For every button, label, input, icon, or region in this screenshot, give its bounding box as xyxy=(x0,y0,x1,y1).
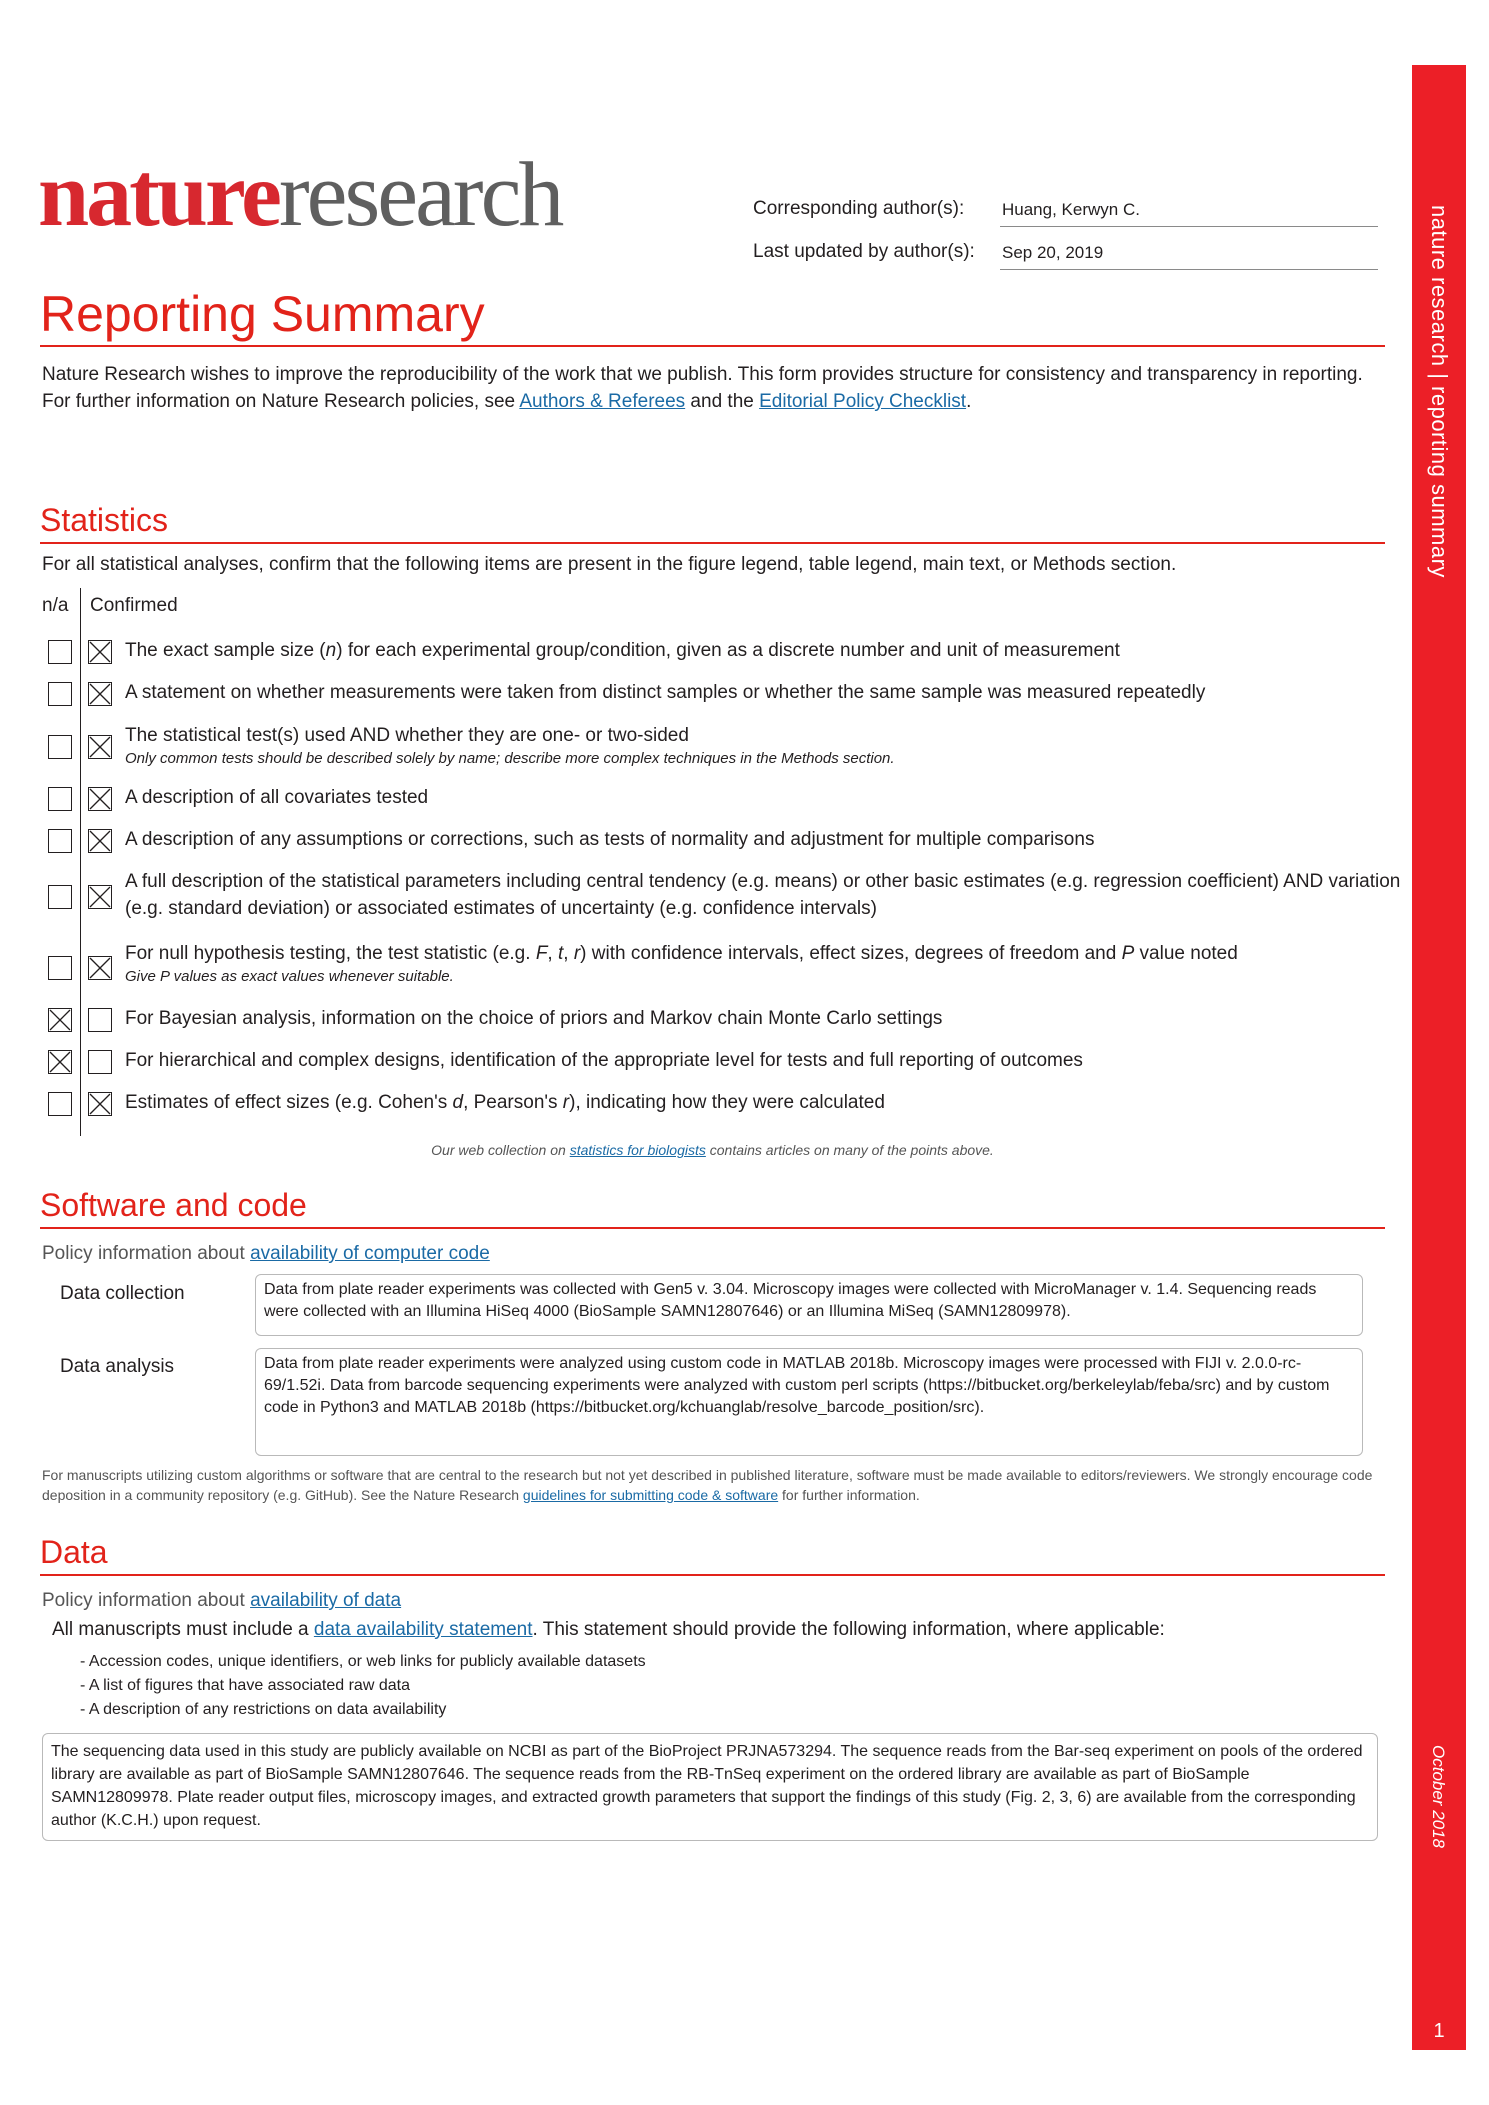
intro-text-3: . xyxy=(966,391,972,412)
checklist-row xyxy=(40,1089,1385,1119)
intro-text-2: and the xyxy=(685,391,760,412)
item-symbol: F xyxy=(535,943,548,964)
item-text: The statistical test(s) used AND whether they are one- or two-sided xyxy=(125,725,689,746)
software-heading: Software and code xyxy=(40,1187,307,1223)
item-symbol: r xyxy=(562,1092,570,1113)
nature-research-logo xyxy=(38,143,562,245)
list-item: - Accession codes, unique identifiers, or web links for publicly available datasets xyxy=(80,1653,646,1670)
statistics-instruction: For all statistical analyses, confirm that the following items are present in the figure legend, table legend, main text, or Methods section. xyxy=(42,554,1177,575)
logo-nature: nature xyxy=(38,143,279,245)
data-policy-text: Policy information about xyxy=(42,1590,251,1611)
item-text: , xyxy=(563,943,574,964)
confirmed-checkbox[interactable] xyxy=(88,640,112,664)
item-text: ), indicating how they were calculated xyxy=(569,1092,885,1113)
statistics-note-text-2: contains articles on many of the points above. xyxy=(705,1142,994,1158)
item-text: A description of all covariates tested xyxy=(125,787,429,808)
checklist-item-text xyxy=(125,637,1405,664)
data-availability-statement-link[interactable]: data availability statement xyxy=(313,1619,533,1640)
checklist-row xyxy=(40,1047,1385,1077)
last-updated-label: Last updated by author(s): xyxy=(753,241,975,262)
item-text: For null hypothesis testing, the test statistic (e.g. xyxy=(125,943,536,964)
item-text: value noted xyxy=(1134,943,1238,964)
corresponding-author-field[interactable]: Huang, Kerwyn C. xyxy=(1000,200,1378,227)
na-checkbox[interactable] xyxy=(48,640,72,664)
data-intro-text-2: . This statement should provide the following information, where applicable: xyxy=(532,1619,1165,1640)
code-guidelines-link[interactable]: guidelines for submitting code & software xyxy=(522,1487,779,1503)
statistics-heading: Statistics xyxy=(40,502,169,538)
statistics-checklist xyxy=(40,592,1401,1137)
confirmed-checkbox[interactable] xyxy=(88,829,112,853)
checklist-item-text xyxy=(125,679,1405,706)
confirmed-checkbox[interactable] xyxy=(88,787,112,811)
item-subnote: Only common tests should be described solely by name; describe more complex techniques in the Methods section. xyxy=(125,750,895,767)
item-symbol: n xyxy=(325,640,337,661)
na-checkbox[interactable] xyxy=(48,829,72,853)
item-text: A description of any assumptions or corrections, such as tests of normality and adjustment for multiple comparisons xyxy=(125,829,1095,850)
page-title: Reporting Summary xyxy=(40,286,485,342)
confirmed-checkbox[interactable] xyxy=(88,1008,112,1032)
na-checkbox[interactable] xyxy=(48,1050,72,1074)
item-text: For Bayesian analysis, information on the choice of priors and Markov chain Monte Carlo settings xyxy=(125,1008,943,1029)
page-number: 1 xyxy=(1433,2020,1445,2042)
software-policy xyxy=(42,1243,490,1265)
checklist-item-text xyxy=(125,826,1405,853)
title-rule xyxy=(40,345,1385,347)
checklist-row xyxy=(40,679,1385,709)
data-collection-field[interactable]: Data from plate reader experiments was collected with Gen5 v. 3.04. Microscopy images were collected with MicroManager v. 1.4. Sequencing reads were collected with an Illumina HiSeq 4000 (BioSample SAMN12807646) or an Illumina MiSeq (SAMN12809978). xyxy=(255,1274,1363,1336)
data-analysis-field[interactable]: Data from plate reader experiments were analyzed using custom code in MATLAB 2018b. Microscopy images were processed with FIJI v. 2.0.0-rc-69/1.52i. Data from barcode sequencing experiments were analyzed with custom perl scripts (https://bitbucket.org/berkeleylab/feba/src) and by custom code in Python3 and MATLAB 2018b (https://bitbucket.org/kchuanglab/resolve_barcode_position/src). xyxy=(255,1348,1363,1456)
checklist-item-text xyxy=(125,784,1405,811)
side-banner xyxy=(1412,65,1466,2050)
list-item: - A list of figures that have associated raw data xyxy=(80,1677,410,1694)
na-checkbox[interactable] xyxy=(48,885,72,909)
data-policy xyxy=(42,1590,401,1612)
checklist-item-text xyxy=(125,940,1405,987)
data-bullet-list xyxy=(80,1650,646,1722)
data-intro-text: All manuscripts must include a xyxy=(52,1619,314,1640)
logo-research: research xyxy=(278,143,562,245)
authors-referees-link[interactable]: Authors & Referees xyxy=(519,391,686,412)
checklist-item-text xyxy=(125,722,1405,769)
item-text: , Pearson's xyxy=(463,1092,563,1113)
statistics-note xyxy=(40,1142,1385,1158)
checklist-row xyxy=(40,940,1385,995)
data-analysis-label: Data analysis xyxy=(60,1356,175,1377)
na-checkbox[interactable] xyxy=(48,682,72,706)
item-text: ) with confidence intervals, effect sizes, degrees of freedom and xyxy=(580,943,1122,964)
confirmed-checkbox[interactable] xyxy=(88,1050,112,1074)
corresponding-author-row xyxy=(753,198,1378,232)
intro-text: Nature Research wishes to improve the reproducibility of the work that we publish. This form provides structure for consistency and transparency in reporting. For further information on Nature Research policies, see xyxy=(42,364,1363,412)
software-note-text-2: for further information. xyxy=(778,1487,920,1503)
checklist-row xyxy=(40,868,1401,926)
confirmed-checkbox[interactable] xyxy=(88,735,112,759)
data-collection-label: Data collection xyxy=(60,1283,185,1304)
na-checkbox[interactable] xyxy=(48,1008,72,1032)
statistics-for-biologists-link[interactable]: statistics for biologists xyxy=(569,1142,706,1158)
checklist-row xyxy=(40,826,1385,856)
item-symbol: t xyxy=(557,943,564,964)
checklist-item-text xyxy=(125,1005,1405,1032)
item-text: A full description of the statistical parameters including central tendency (e.g. means) or other basic estimates (e.g. regression coefficient) AND variation (e.g. standard deviation) or associated estimates of uncertainty (e.g. confidence intervals) xyxy=(125,871,1401,919)
data-heading: Data xyxy=(40,1534,108,1570)
statistics-note-text: Our web collection on xyxy=(431,1142,570,1158)
software-rule xyxy=(40,1227,1385,1229)
last-updated-row xyxy=(753,241,1378,275)
editorial-policy-link[interactable]: Editorial Policy Checklist xyxy=(759,391,967,412)
last-updated-field[interactable]: Sep 20, 2019 xyxy=(1000,243,1378,270)
checklist-item-text xyxy=(125,868,1405,922)
na-checkbox[interactable] xyxy=(48,1092,72,1116)
software-note-text: For manuscripts utilizing custom algorithms or software that are central to the research but not yet described in published literature, software must be made available to editors/reviewers. We strongly encourage code deposition in a community repository (e.g. GitHub). See the Nature Research xyxy=(42,1467,1373,1503)
column-na: n/a xyxy=(42,595,69,616)
computer-code-link[interactable]: availability of computer code xyxy=(250,1243,490,1264)
checklist-item-text xyxy=(125,1089,1405,1116)
checklist-row xyxy=(40,722,1385,772)
na-checkbox[interactable] xyxy=(48,956,72,980)
na-checkbox[interactable] xyxy=(48,787,72,811)
list-item: - A description of any restrictions on data availability xyxy=(80,1701,447,1718)
item-text: , xyxy=(547,943,558,964)
confirmed-checkbox[interactable] xyxy=(88,682,112,706)
item-text: The exact sample size ( xyxy=(125,640,326,661)
item-text: For hierarchical and complex designs, identification of the appropriate level for tests and full reporting of outcomes xyxy=(125,1050,1083,1071)
checklist-item-text xyxy=(125,1047,1405,1074)
data-rule xyxy=(40,1574,1385,1576)
column-confirmed: Confirmed xyxy=(90,595,178,616)
confirmed-checkbox[interactable] xyxy=(88,1092,112,1116)
side-banner-text: nature research | reporting summary xyxy=(1427,205,1452,578)
intro-paragraph xyxy=(42,361,1382,415)
statistics-rule xyxy=(40,542,1385,544)
confirmed-checkbox[interactable] xyxy=(88,956,112,980)
data-intro xyxy=(52,1619,1165,1641)
item-symbol: P xyxy=(1121,943,1135,964)
item-symbol: d xyxy=(452,1092,464,1113)
availability-of-data-link[interactable]: availability of data xyxy=(250,1590,402,1611)
checklist-row xyxy=(40,784,1385,814)
item-text: ) for each experimental group/condition, given as a discrete number and unit of measurement xyxy=(336,640,1120,661)
software-policy-text: Policy information about xyxy=(42,1243,251,1264)
checklist-row xyxy=(40,637,1385,667)
item-text: Estimates of effect sizes (e.g. Cohen's xyxy=(125,1092,453,1113)
checklist-row xyxy=(40,1005,1385,1035)
item-text: A statement on whether measurements were taken from distinct samples or whether the same sample was measured repeatedly xyxy=(125,682,1206,703)
corresponding-author-label: Corresponding author(s): xyxy=(753,198,965,219)
confirmed-checkbox[interactable] xyxy=(88,885,112,909)
item-symbol: r xyxy=(573,943,581,964)
item-subnote: Give P values as exact values whenever suitable. xyxy=(125,968,454,985)
side-banner-date: October 2018 xyxy=(1429,1745,1448,1849)
na-checkbox[interactable] xyxy=(48,735,72,759)
software-note xyxy=(42,1465,1387,1505)
data-availability-field[interactable]: The sequencing data used in this study are publicly available on NCBI as part of the BioProject PRJNA573294. The sequence reads from the Bar-seq experiment on pools of the ordered library are available as part of BioSample SAMN12807646. The sequence reads from the RB-TnSeq experiment on the ordered library are available as part of BioSample SAMN12809978. Plate reader output files, microscopy images, and extracted growth parameters that support the findings of this study (Fig. 2, 3, 6) are available from the corresponding author (K.C.H.) upon request. xyxy=(42,1733,1378,1841)
